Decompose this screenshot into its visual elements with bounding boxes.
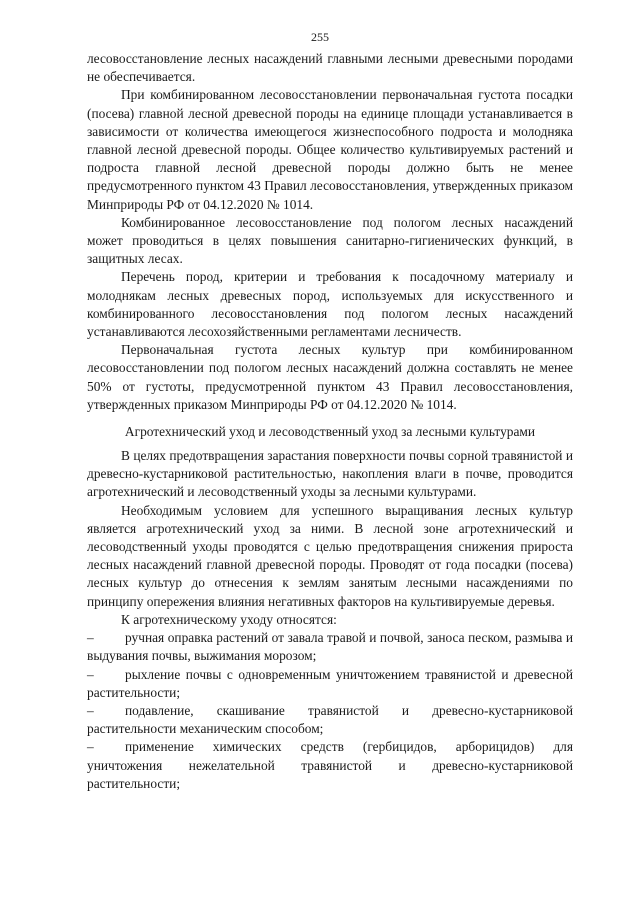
paragraph: Необходимым условием для успешного выращивания лесных культур является агротехнический уход за ними. В лесной зоне агротехнический и лесоводственный уходы проводятся с целью предотвращения снижения прироста лесных насаждений главной древесной породы. Проводят от года посадки (посева) лесных культур до отнесения к землям занятым лесными насаждениями по принципу опережения влияния негативных факторов на культивируемые деревья. xyxy=(87,502,573,609)
list-dash: – xyxy=(87,739,94,755)
list-dash: – xyxy=(87,702,94,718)
list-dash: – xyxy=(87,666,94,682)
list-item-text: подавление, скашивание травянистой и древесно-кустарниковой растительности механическим способом; xyxy=(87,702,573,737)
list-item-text: ручная оправка растений от завала травой и почвой, заноса песком, размыва и выдувания почвы, выжимания морозом; xyxy=(87,630,573,664)
paragraph: При комбинированном лесовосстановлении первоначальная густота посадки (посева) главной лесной древесной породы на единице площади устанавливается в зависимости от количества имеющегося жизнеспособного подроста и молодняка главной лесной древесной породы. Общее количество культивируемых растений и подроста главной лесной древесной породы должно быть не менее предусмотренного пунктом 43 Правил лесовосстановления, утвержденных приказом Минприроды РФ от 04.12.2020 № 1014. xyxy=(87,87,573,212)
list-dash: – xyxy=(87,630,94,646)
section-heading: Агротехнический уход и лесоводственный уход за лесными культурами xyxy=(124,424,536,440)
list-item-text: применение химических средств (гербицидов, арборицидов) для уничтожения нежелательной травянистой и древесно-кустарниковой растительности; xyxy=(87,739,573,791)
paragraph: К агротехническому уходу относятся: xyxy=(121,611,337,627)
paragraph: Первоначальная густота лесных культур при комбинированном лесовосстановлении под пологом лесных насаждений должна составлять не менее 50% от густоты, предусмотренной пунктом 43 Правил лесовосстановления, утвержденных приказом Минприроды РФ от 04.12.2020 № 1014. xyxy=(87,342,573,412)
list-item xyxy=(87,629,573,665)
page-number: 255 xyxy=(311,30,329,44)
paragraph: лесовосстановление лесных насаждений главными лесными древесными породами не обеспечивается. xyxy=(87,51,573,85)
paragraph: Перечень пород, критерии и требования к посадочному материалу и молоднякам лесных древесных пород, используемых для искусственного и комбинированного лесовосстановления под пологом лесных насаждений устанавливаются лесохозяйственными регламентами лесничеств. xyxy=(87,269,573,340)
list-item xyxy=(87,666,573,702)
list-item xyxy=(87,738,573,793)
list-item-text: рыхление почвы с одновременным уничтожением травянистой и древесной растительности; xyxy=(87,666,573,700)
paragraph: В целях предотвращения зарастания поверхности почвы сорной травянистой и древесно-кустарниковой растительностью, накопления влаги в почве, проводится агротехнический и лесоводственный уходы за лесными культурами. xyxy=(87,448,573,500)
document-body xyxy=(87,50,573,793)
paragraph: Комбинированное лесовосстановление под пологом лесных насаждений может проводиться в целях повышения санитарно-гигиенических функций, в защитных лесах. xyxy=(87,214,573,267)
list-item xyxy=(87,702,573,738)
